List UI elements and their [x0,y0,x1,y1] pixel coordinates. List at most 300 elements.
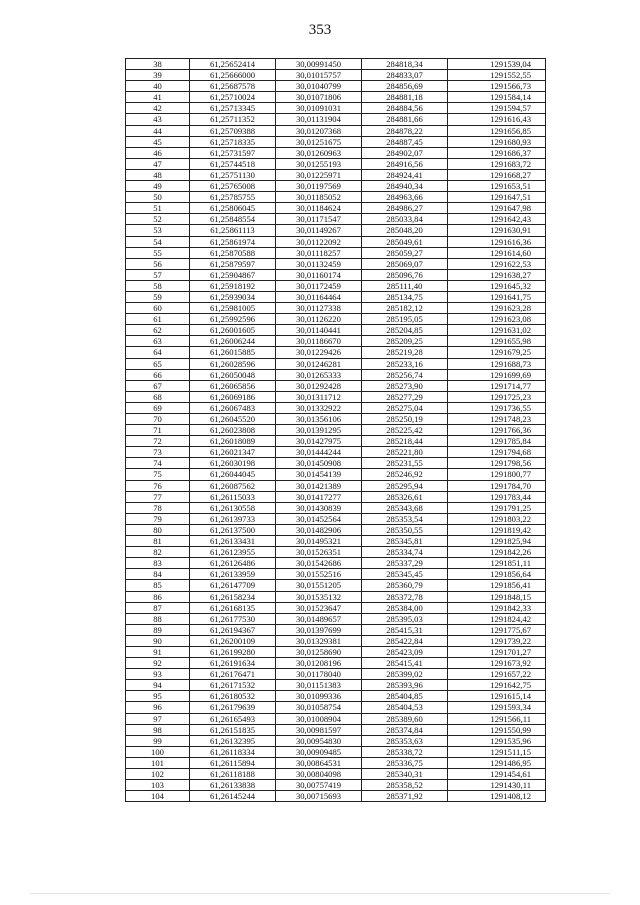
x-coordinate-cell: 285059,27 [362,247,448,258]
point-number-cell: 96 [126,702,190,713]
longitude-cell: 30,01008904 [276,713,362,724]
latitude-cell: 61,26115894 [190,757,276,768]
table-row [126,358,546,369]
point-number-cell: 57 [126,269,190,280]
x-coordinate-cell: 284878,22 [362,125,448,136]
x-coordinate-cell: 285393,96 [362,680,448,691]
y-coordinate-cell: 1291848,15 [448,591,546,602]
latitude-cell: 61,26177530 [190,613,276,624]
longitude-cell: 30,01255193 [276,158,362,169]
longitude-cell: 30,01207368 [276,125,362,136]
y-coordinate-cell: 1291668,27 [448,169,546,180]
longitude-cell: 30,01197569 [276,181,362,192]
longitude-cell: 30,01495321 [276,536,362,547]
longitude-cell: 30,01430839 [276,502,362,513]
y-coordinate-cell: 1291856,64 [448,569,546,580]
x-coordinate-cell: 285219,28 [362,347,448,358]
y-coordinate-cell: 1291683,72 [448,158,546,169]
point-number-cell: 101 [126,757,190,768]
table-row [126,458,546,469]
table-row [126,325,546,336]
longitude-cell: 30,01427975 [276,436,362,447]
y-coordinate-cell: 1291824,42 [448,613,546,624]
table-row [126,491,546,502]
point-number-cell: 43 [126,114,190,125]
y-coordinate-cell: 1291856,41 [448,580,546,591]
longitude-cell: 30,01329381 [276,635,362,646]
longitude-cell: 30,00715693 [276,791,362,802]
page-bottom-edge [30,893,610,894]
latitude-cell: 61,25744518 [190,158,276,169]
longitude-cell: 30,01208196 [276,658,362,669]
table-row [126,569,546,580]
x-coordinate-cell: 285273,90 [362,380,448,391]
x-coordinate-cell: 285360,79 [362,580,448,591]
x-coordinate-cell: 285399,02 [362,669,448,680]
point-number-cell: 70 [126,414,190,425]
table-row [126,602,546,613]
longitude-cell: 30,01292428 [276,380,362,391]
x-coordinate-cell: 285326,61 [362,491,448,502]
latitude-cell: 61,26130558 [190,502,276,513]
latitude-cell: 61,26158234 [190,591,276,602]
point-number-cell: 72 [126,436,190,447]
y-coordinate-cell: 1291785,84 [448,436,546,447]
table-row [126,70,546,81]
table-row [126,591,546,602]
longitude-cell: 30,00981597 [276,724,362,735]
table-row [126,536,546,547]
y-coordinate-cell: 1291656,85 [448,125,546,136]
longitude-cell: 30,01311712 [276,391,362,402]
x-coordinate-cell: 285233,16 [362,358,448,369]
y-coordinate-cell: 1291783,44 [448,491,546,502]
point-number-cell: 81 [126,536,190,547]
x-coordinate-cell: 285372,78 [362,591,448,602]
x-coordinate-cell: 285221,80 [362,447,448,458]
x-coordinate-cell: 285389,60 [362,713,448,724]
y-coordinate-cell: 1291615,14 [448,691,546,702]
x-coordinate-cell: 285033,84 [362,214,448,225]
table-row [126,646,546,657]
table-row [126,524,546,535]
table-row [126,402,546,413]
y-coordinate-cell: 1291594,57 [448,103,546,114]
point-number-cell: 61 [126,314,190,325]
x-coordinate-cell: 285111,40 [362,280,448,291]
longitude-cell: 30,01421389 [276,480,362,491]
longitude-cell: 30,01058754 [276,702,362,713]
table-row [126,613,546,624]
longitude-cell: 30,01265333 [276,369,362,380]
table-row [126,192,546,203]
coordinates-table-body [126,59,546,802]
x-coordinate-cell: 285295,94 [362,480,448,491]
latitude-cell: 61,26044045 [190,469,276,480]
table-row [126,425,546,436]
latitude-cell: 61,25666000 [190,70,276,81]
longitude-cell: 30,01225971 [276,169,362,180]
table-row [126,314,546,325]
y-coordinate-cell: 1291638,27 [448,269,546,280]
table-row [126,103,546,114]
latitude-cell: 61,26199280 [190,646,276,657]
table-row [126,436,546,447]
x-coordinate-cell: 285343,68 [362,502,448,513]
y-coordinate-cell: 1291686,37 [448,147,546,158]
y-coordinate-cell: 1291673,92 [448,658,546,669]
table-row [126,92,546,103]
x-coordinate-cell: 285134,75 [362,291,448,302]
y-coordinate-cell: 1291454,61 [448,769,546,780]
table-row [126,203,546,214]
latitude-cell: 61,26065856 [190,380,276,391]
table-row [126,680,546,691]
table-row [126,724,546,735]
longitude-cell: 30,01149267 [276,225,362,236]
point-number-cell: 94 [126,680,190,691]
point-number-cell: 92 [126,658,190,669]
longitude-cell: 30,01251675 [276,136,362,147]
longitude-cell: 30,01099336 [276,691,362,702]
longitude-cell: 30,00909485 [276,746,362,757]
x-coordinate-cell: 285256,74 [362,369,448,380]
y-coordinate-cell: 1291800,77 [448,469,546,480]
latitude-cell: 61,25718335 [190,136,276,147]
point-number-cell: 58 [126,280,190,291]
latitude-cell: 61,25861113 [190,225,276,236]
x-coordinate-cell: 285340,31 [362,769,448,780]
table-row [126,769,546,780]
table-row [126,125,546,136]
point-number-cell: 98 [126,724,190,735]
y-coordinate-cell: 1291798,56 [448,458,546,469]
table-row [126,81,546,92]
y-coordinate-cell: 1291645,32 [448,280,546,291]
x-coordinate-cell: 285422,84 [362,635,448,646]
x-coordinate-cell: 285231,55 [362,458,448,469]
point-number-cell: 66 [126,369,190,380]
y-coordinate-cell: 1291647,98 [448,203,546,214]
longitude-cell: 30,00991450 [276,59,362,70]
table-row [126,414,546,425]
x-coordinate-cell: 285338,72 [362,746,448,757]
x-coordinate-cell: 285225,42 [362,425,448,436]
longitude-cell: 30,00804098 [276,769,362,780]
point-number-cell: 40 [126,81,190,92]
x-coordinate-cell: 285182,12 [362,303,448,314]
point-number-cell: 38 [126,59,190,70]
table-row [126,513,546,524]
x-coordinate-cell: 284986,27 [362,203,448,214]
point-number-cell: 95 [126,691,190,702]
longitude-cell: 30,01131904 [276,114,362,125]
y-coordinate-cell: 1291631,02 [448,325,546,336]
longitude-cell: 30,01551205 [276,580,362,591]
point-number-cell: 89 [126,624,190,635]
longitude-cell: 30,01160174 [276,269,362,280]
x-coordinate-cell: 285334,74 [362,547,448,558]
longitude-cell: 30,01260963 [276,147,362,158]
latitude-cell: 61,25765008 [190,181,276,192]
x-coordinate-cell: 284881,66 [362,114,448,125]
x-coordinate-cell: 285345,45 [362,569,448,580]
x-coordinate-cell: 285337,29 [362,558,448,569]
page-number: 353 [308,22,332,38]
point-number-cell: 82 [126,547,190,558]
x-coordinate-cell: 284833,07 [362,70,448,81]
table-row [126,169,546,180]
x-coordinate-cell: 285049,61 [362,236,448,247]
latitude-cell: 61,26067483 [190,402,276,413]
latitude-cell: 61,26069186 [190,391,276,402]
point-number-cell: 74 [126,458,190,469]
x-coordinate-cell: 285415,31 [362,624,448,635]
table-row [126,757,546,768]
x-coordinate-cell: 285209,25 [362,336,448,347]
longitude-cell: 30,01140441 [276,325,362,336]
point-number-cell: 103 [126,780,190,791]
x-coordinate-cell: 284924,41 [362,169,448,180]
point-number-cell: 51 [126,203,190,214]
latitude-cell: 61,25652414 [190,59,276,70]
latitude-cell: 61,26176471 [190,669,276,680]
latitude-cell: 61,26133431 [190,536,276,547]
y-coordinate-cell: 1291623,08 [448,314,546,325]
table-row [126,669,546,680]
x-coordinate-cell: 285345,81 [362,536,448,547]
x-coordinate-cell: 285096,76 [362,269,448,280]
longitude-cell: 30,01444244 [276,447,362,458]
longitude-cell: 30,01151383 [276,680,362,691]
table-row [126,336,546,347]
longitude-cell: 30,00864531 [276,757,362,768]
latitude-cell: 61,25710024 [190,92,276,103]
latitude-cell: 61,26023808 [190,425,276,436]
y-coordinate-cell: 1291680,93 [448,136,546,147]
y-coordinate-cell: 1291623,28 [448,303,546,314]
latitude-cell: 61,26151835 [190,724,276,735]
table-row [126,547,546,558]
table-row [126,735,546,746]
x-coordinate-cell: 285404,53 [362,702,448,713]
x-coordinate-cell: 284963,66 [362,192,448,203]
latitude-cell: 61,26145244 [190,791,276,802]
table-row [126,258,546,269]
point-number-cell: 91 [126,646,190,657]
table-row [126,480,546,491]
y-coordinate-cell: 1291688,73 [448,358,546,369]
point-number-cell: 62 [126,325,190,336]
x-coordinate-cell: 285350,55 [362,524,448,535]
latitude-cell: 61,26139733 [190,513,276,524]
x-coordinate-cell: 284884,56 [362,103,448,114]
y-coordinate-cell: 1291725,23 [448,391,546,402]
table-row [126,269,546,280]
y-coordinate-cell: 1291566,11 [448,713,546,724]
latitude-cell: 61,25806045 [190,203,276,214]
y-coordinate-cell: 1291784,70 [448,480,546,491]
x-coordinate-cell: 285069,07 [362,258,448,269]
point-number-cell: 41 [126,92,190,103]
y-coordinate-cell: 1291550,99 [448,724,546,735]
point-number-cell: 65 [126,358,190,369]
longitude-cell: 30,01552516 [276,569,362,580]
table-row [126,136,546,147]
y-coordinate-cell: 1291630,91 [448,225,546,236]
longitude-cell: 30,01526351 [276,547,362,558]
table-row [126,181,546,192]
latitude-cell: 61,25731597 [190,147,276,158]
point-number-cell: 56 [126,258,190,269]
y-coordinate-cell: 1291641,75 [448,291,546,302]
x-coordinate-cell: 285246,92 [362,469,448,480]
point-number-cell: 54 [126,236,190,247]
y-coordinate-cell: 1291593,34 [448,702,546,713]
latitude-cell: 61,26200109 [190,635,276,646]
table-row [126,502,546,513]
longitude-cell: 30,01482906 [276,524,362,535]
x-coordinate-cell: 285195,05 [362,314,448,325]
latitude-cell: 61,26028596 [190,358,276,369]
x-coordinate-cell: 285353,54 [362,513,448,524]
point-number-cell: 47 [126,158,190,169]
latitude-cell: 61,26018089 [190,436,276,447]
point-number-cell: 75 [126,469,190,480]
longitude-cell: 30,01542686 [276,558,362,569]
x-coordinate-cell: 285374,84 [362,724,448,735]
point-number-cell: 88 [126,613,190,624]
longitude-cell: 30,01172459 [276,280,362,291]
table-row [126,59,546,70]
latitude-cell: 61,25713345 [190,103,276,114]
longitude-cell: 30,01397699 [276,624,362,635]
y-coordinate-cell: 1291679,25 [448,347,546,358]
latitude-cell: 61,26147709 [190,580,276,591]
y-coordinate-cell: 1291535,96 [448,735,546,746]
latitude-cell: 61,25879597 [190,258,276,269]
y-coordinate-cell: 1291794,68 [448,447,546,458]
point-number-cell: 39 [126,70,190,81]
point-number-cell: 59 [126,291,190,302]
coordinates-table-container [125,58,545,802]
y-coordinate-cell: 1291701,27 [448,646,546,657]
longitude-cell: 30,01091031 [276,103,362,114]
x-coordinate-cell: 285384,00 [362,602,448,613]
point-number-cell: 53 [126,225,190,236]
y-coordinate-cell: 1291642,43 [448,214,546,225]
longitude-cell: 30,01126220 [276,314,362,325]
y-coordinate-cell: 1291653,51 [448,181,546,192]
table-row [126,114,546,125]
y-coordinate-cell: 1291622,53 [448,258,546,269]
latitude-cell: 61,26133838 [190,780,276,791]
latitude-cell: 61,26021347 [190,447,276,458]
point-number-cell: 93 [126,669,190,680]
y-coordinate-cell: 1291655,98 [448,336,546,347]
x-coordinate-cell: 285275,04 [362,402,448,413]
point-number-cell: 73 [126,447,190,458]
point-number-cell: 102 [126,769,190,780]
longitude-cell: 30,01071806 [276,92,362,103]
x-coordinate-cell: 284856,69 [362,81,448,92]
longitude-cell: 30,01246281 [276,358,362,369]
point-number-cell: 55 [126,247,190,258]
y-coordinate-cell: 1291408,12 [448,791,546,802]
x-coordinate-cell: 284916,56 [362,158,448,169]
table-row [126,214,546,225]
y-coordinate-cell: 1291766,36 [448,425,546,436]
y-coordinate-cell: 1291430,11 [448,780,546,791]
point-number-cell: 46 [126,147,190,158]
x-coordinate-cell: 285218,44 [362,436,448,447]
x-coordinate-cell: 284902,07 [362,147,448,158]
point-number-cell: 87 [126,602,190,613]
table-row [126,580,546,591]
longitude-cell: 30,01391295 [276,425,362,436]
point-number-cell: 44 [126,125,190,136]
longitude-cell: 30,01118257 [276,247,362,258]
longitude-cell: 30,01523647 [276,602,362,613]
point-number-cell: 68 [126,391,190,402]
point-number-cell: 99 [126,735,190,746]
longitude-cell: 30,01127338 [276,303,362,314]
table-row [126,391,546,402]
y-coordinate-cell: 1291842,26 [448,547,546,558]
longitude-cell: 30,01186670 [276,336,362,347]
point-number-cell: 76 [126,480,190,491]
longitude-cell: 30,00954830 [276,735,362,746]
y-coordinate-cell: 1291851,11 [448,558,546,569]
table-row [126,624,546,635]
longitude-cell: 30,01452564 [276,513,362,524]
x-coordinate-cell: 285048,20 [362,225,448,236]
point-number-cell: 97 [126,713,190,724]
table-row [126,635,546,646]
latitude-cell: 61,26030198 [190,458,276,469]
latitude-cell: 61,25711352 [190,114,276,125]
y-coordinate-cell: 1291739,22 [448,635,546,646]
latitude-cell: 61,25687578 [190,81,276,92]
longitude-cell: 30,01356106 [276,414,362,425]
point-number-cell: 86 [126,591,190,602]
point-number-cell: 104 [126,791,190,802]
y-coordinate-cell: 1291791,25 [448,502,546,513]
longitude-cell: 30,01040799 [276,81,362,92]
point-number-cell: 60 [126,303,190,314]
point-number-cell: 48 [126,169,190,180]
y-coordinate-cell: 1291486,95 [448,757,546,768]
point-number-cell: 84 [126,569,190,580]
latitude-cell: 61,25785755 [190,192,276,203]
point-number-cell: 79 [126,513,190,524]
longitude-cell: 30,01122092 [276,236,362,247]
latitude-cell: 61,25861974 [190,236,276,247]
x-coordinate-cell: 284818,34 [362,59,448,70]
x-coordinate-cell: 284887,45 [362,136,448,147]
y-coordinate-cell: 1291616,36 [448,236,546,247]
y-coordinate-cell: 1291825,94 [448,536,546,547]
table-row [126,303,546,314]
table-row [126,369,546,380]
latitude-cell: 61,25904867 [190,269,276,280]
latitude-cell: 61,26137500 [190,524,276,535]
latitude-cell: 61,26132395 [190,735,276,746]
longitude-cell: 30,01332922 [276,402,362,413]
point-number-cell: 83 [126,558,190,569]
longitude-cell: 30,01185052 [276,192,362,203]
y-coordinate-cell: 1291642,75 [448,680,546,691]
